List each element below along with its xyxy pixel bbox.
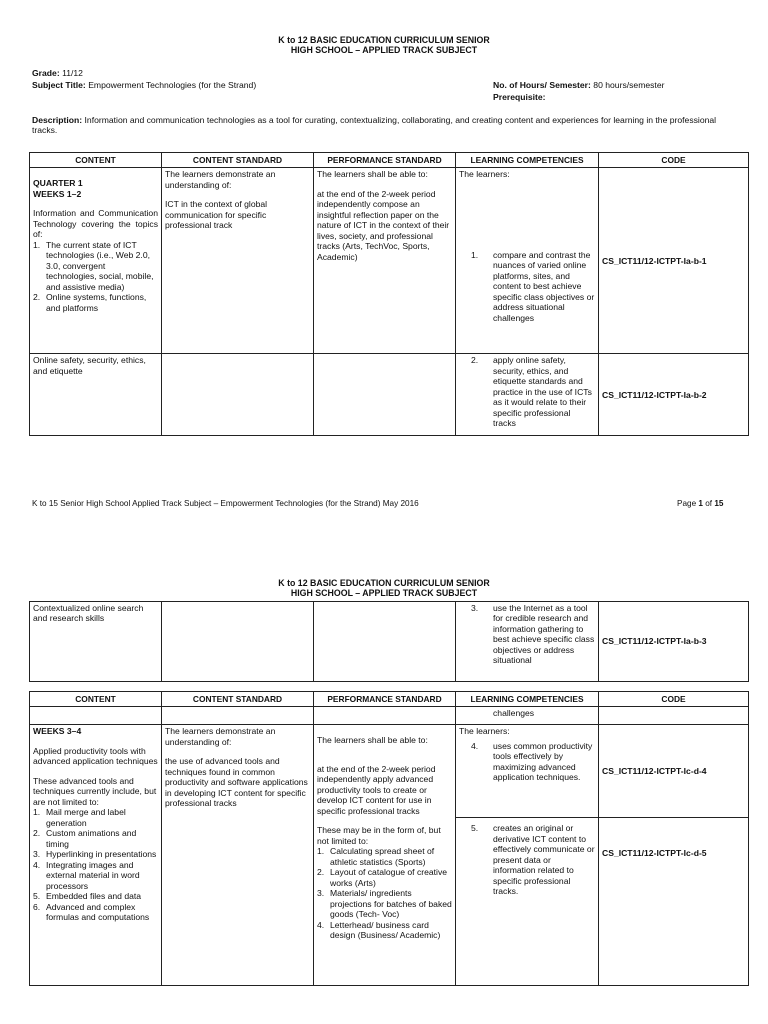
content-intro-2: These advanced tools and techniques currently include, but are not limited to: [33, 775, 157, 807]
table-row [30, 168, 749, 354]
prerequisite-label: Prerequisite: [493, 92, 546, 102]
table-header-row [30, 153, 749, 168]
learning-competencies-cell [456, 168, 599, 354]
subject-line [32, 80, 256, 90]
empty-cell [30, 707, 162, 725]
competency-item: 1. compare and contrast the nuances of varied online platforms, sites, and content to best achieve specific class objectives or address situational challenges [471, 249, 595, 323]
table-row [30, 725, 749, 818]
code-cell: CS_ICT11/12-ICTPT-Ic-d-5 [599, 818, 749, 986]
content-cell [30, 725, 162, 986]
list-item: 5. Embedded files and data [33, 891, 142, 902]
content-intro: Information and Communication Technology covering the topics of: [33, 208, 158, 240]
cs-body: ICT in the context of global communication for specific professional track [165, 199, 268, 231]
performance-standard-cell [314, 725, 456, 986]
competency-item: 3. use the Internet as a tool for credible research and information gathering to best achieve specific class objectives or address situational [471, 603, 595, 666]
quarter-label: QUARTER 1 [33, 178, 83, 189]
col-header-learning-competencies: LEARNING COMPETENCIES [456, 692, 599, 707]
list-item: 1. The current state of ICT technologies (i.e., Web 2.0, 3.0, convergent technologies, social, mobile, and assistive media) [33, 239, 154, 292]
header-line-1: K to 12 BASIC EDUCATION CURRICULUM SENIOR [278, 578, 490, 588]
table-row [30, 707, 749, 725]
grade-value: 11/12 [59, 68, 83, 78]
code-cell: CS_ICT11/12-ICTPT-Ia-b-1 [599, 168, 749, 354]
table-row [30, 354, 749, 436]
hours-label: No. of Hours/ Semester: [493, 80, 591, 90]
code-cell: CS_ICT11/12-ICTPT-Ia-b-3 [599, 602, 749, 682]
ps-body: at the end of the 2-week period independently apply advanced productivity tools to create or develop ICT content for use in specific professional tracks [317, 763, 436, 816]
description-text: Information and communication technologies as a tool for curating, contextualizing, collaborating, and creating content and experiences for learning in the professional tracks. [32, 115, 717, 136]
subject-value: Empowerment Technologies (for the Strand) [85, 80, 257, 90]
prerequisite-line [493, 92, 546, 102]
competency-item: 4. uses common productivity tools effectively by maximizing advanced application techniques. [471, 740, 593, 783]
table-row [30, 602, 749, 682]
list-item: 4. Integrating images and external material in word processors [33, 859, 140, 891]
col-header-content: CONTENT [30, 692, 162, 707]
curriculum-table-page-2 [29, 691, 749, 986]
content-cell [30, 168, 162, 354]
content-standard-cell [162, 168, 314, 354]
hours-value: 80 hours/semester [590, 80, 665, 90]
content-intro: Applied productivity tools with advanced application techniques [33, 745, 158, 767]
footer-text: K to 15 Senior High School Applied Track Subject – Empowerment Technologies (for the Strand) May 2016 [32, 499, 419, 508]
list-item: 2. Layout of catalogue of creative works (Arts) [317, 867, 448, 888]
grade-line [32, 68, 83, 78]
list-item: 2. Custom animations and timing [33, 828, 137, 849]
list-item: 1. Calculating spread sheet of athletic statistics (Sports) [317, 846, 435, 867]
ps-list-intro: These may be in the form of, but not limited to: [317, 825, 441, 846]
ps-list [317, 846, 452, 940]
list-item: 3. Materials/ ingredients projections for batches of baked goods (Tech- Voc) [317, 888, 452, 920]
ps-intro: The learners shall be able to: [317, 169, 428, 180]
table-header-row [30, 692, 749, 707]
description-label: Description: [32, 115, 83, 125]
list-item: 6. Advanced and complex formulas and computations [33, 901, 150, 922]
col-header-content-standard: CONTENT STANDARD [162, 153, 314, 168]
page-header [0, 578, 768, 598]
col-header-performance-standard: PERFORMANCE STANDARD [314, 692, 456, 707]
curriculum-table-continuation [29, 601, 749, 682]
cs-intro: The learners demonstrate an understanding of: [165, 169, 276, 190]
lc-intro: The learners: [459, 169, 510, 180]
col-header-learning-competencies: LEARNING COMPETENCIES [456, 153, 599, 168]
empty-cell [599, 707, 749, 725]
topic-list [33, 240, 158, 313]
learning-competencies-cell [456, 354, 599, 436]
subject-label: Subject Title: [32, 80, 86, 90]
performance-standard-cell [314, 602, 456, 682]
ps-body: at the end of the 2-week period independently compose an insightful reflection paper on the nature of ICT in the context of their lives, society, and professional tracks (Arts, TechVoc, Sports, Academic) [317, 188, 450, 262]
col-header-content-standard: CONTENT STANDARD [162, 692, 314, 707]
ps-intro: The learners shall be able to: [317, 735, 428, 746]
header-line-2: HIGH SCHOOL – APPLIED TRACK SUBJECT [290, 45, 478, 56]
learning-competencies-cell [456, 725, 599, 818]
performance-standard-cell [314, 168, 456, 354]
performance-standard-cell [314, 354, 456, 436]
list-item: 3. Hyperlinking in presentations [33, 849, 157, 860]
header-line-2: HIGH SCHOOL – APPLIED TRACK SUBJECT [290, 588, 478, 599]
empty-cell [314, 707, 456, 725]
code-cell: CS_ICT11/12-ICTPT-Ic-d-4 [599, 725, 749, 818]
weeks-label: WEEKS 1–2 [33, 188, 82, 199]
learning-competencies-cell [456, 818, 599, 986]
list-item: 1. Mail merge and label generation [33, 807, 126, 828]
col-header-content: CONTENT [30, 153, 162, 168]
content-standard-cell [162, 725, 314, 986]
col-header-code: CODE [599, 692, 749, 707]
curriculum-table-page-1 [29, 152, 749, 436]
content-standard-cell [162, 602, 314, 682]
header-line-1: K to 12 BASIC EDUCATION CURRICULUM SENIOR [278, 35, 490, 45]
continued-competency: challenges [456, 707, 599, 725]
list-item: 2. Online systems, functions, and platforms [33, 292, 147, 313]
description [32, 115, 732, 136]
page-number: Page 1 of 15 [677, 499, 724, 508]
empty-cell [162, 707, 314, 725]
content-cell: Contextualized online search and research skills [30, 602, 162, 682]
code-cell: CS_ICT11/12-ICTPT-Ia-b-2 [599, 354, 749, 436]
col-header-performance-standard: PERFORMANCE STANDARD [314, 153, 456, 168]
competency-item: 2. apply online safety, security, ethics, and etiquette standards and practice in the use of ICTs as it would relate to their specific professional tracks [471, 355, 592, 429]
content-cell: Online safety, security, ethics, and etiquette [30, 354, 162, 436]
learning-competencies-cell [456, 602, 599, 682]
page-2 [0, 530, 768, 1024]
list-item: 4. Letterhead/ business card design (Business/ Academic) [317, 919, 441, 940]
cs-body: the use of advanced tools and techniques found in common productivity and software applications in developing ICT content for specific professional tracks [165, 756, 308, 809]
grade-label: Grade: [32, 68, 60, 78]
topic-list [33, 807, 158, 922]
lc-intro: The learners: [459, 726, 510, 737]
page-header [0, 35, 768, 55]
competency-item: 5. creates an original or derivative ICT content to effectively communicate or present data or information related to specific professional tracks. [471, 823, 595, 897]
content-standard-cell [162, 354, 314, 436]
weeks-label: WEEKS 3–4 [33, 726, 82, 737]
hours-line [493, 80, 664, 90]
col-header-code: CODE [599, 153, 749, 168]
cs-intro: The learners demonstrate an understanding of: [165, 726, 276, 747]
